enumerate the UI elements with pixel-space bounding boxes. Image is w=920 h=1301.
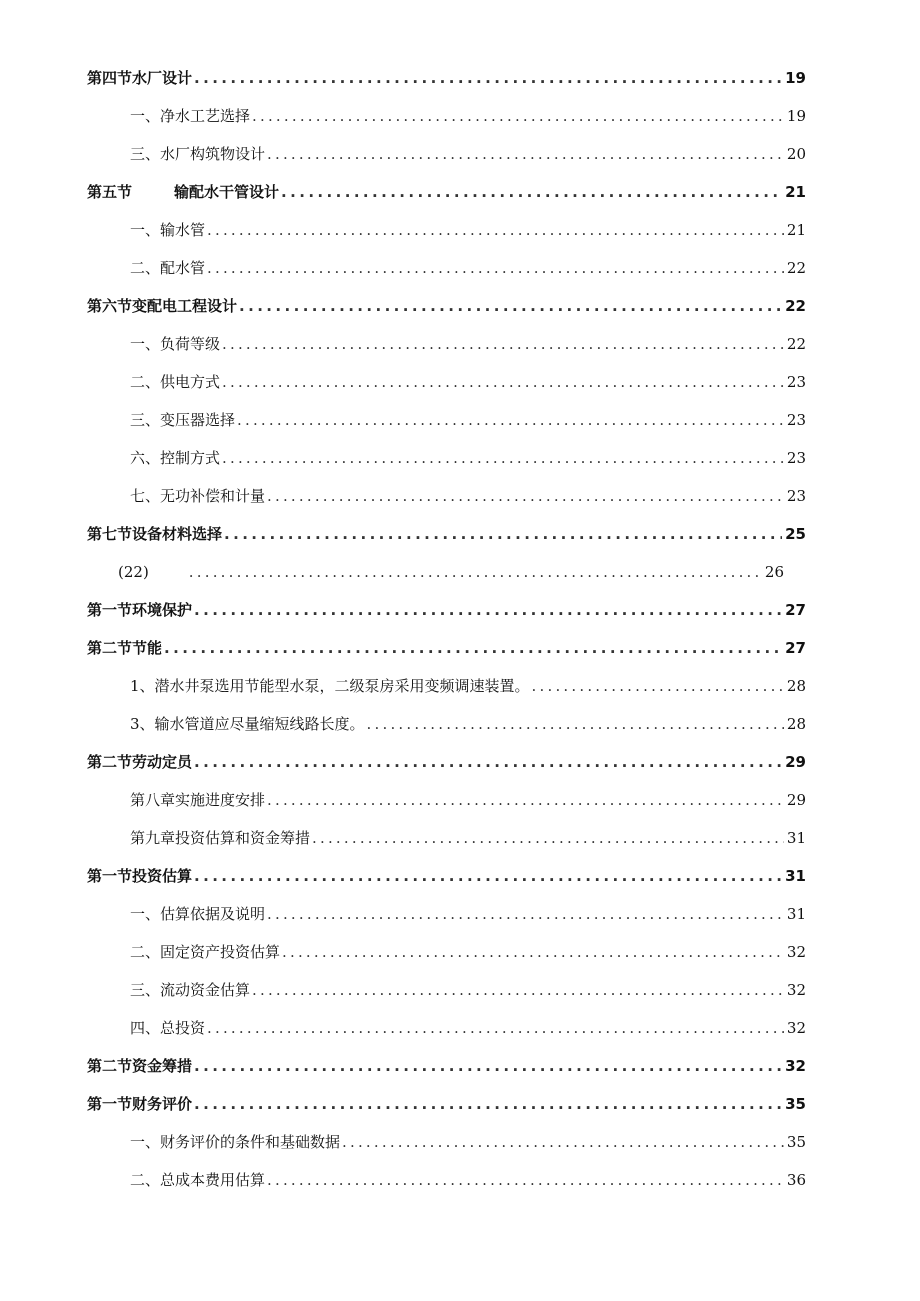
toc-entry-title: 第七节设备材料选择 bbox=[87, 525, 223, 543]
toc-entry-title: 一、输水管 bbox=[130, 221, 206, 239]
toc-entry[interactable] bbox=[0, 211, 806, 249]
toc-entry-title: 二、供电方式 bbox=[130, 373, 221, 391]
dot-leader bbox=[267, 895, 784, 933]
toc-entry-page: 27 bbox=[785, 639, 806, 657]
dot-leader bbox=[312, 819, 784, 857]
toc-entry-title: 三、变压器选择 bbox=[130, 411, 236, 429]
toc-entry[interactable] bbox=[0, 933, 806, 971]
toc-entry[interactable] bbox=[0, 857, 806, 895]
toc-entry-title: 第九章投资估算和资金筹措 bbox=[130, 829, 311, 847]
toc-entry-page: 23 bbox=[786, 411, 806, 429]
dot-leader bbox=[222, 325, 784, 363]
dot-leader bbox=[189, 553, 762, 591]
toc-entry-title: 一、财务评价的条件和基础数据 bbox=[130, 1133, 341, 1151]
toc-entry-page: 31 bbox=[786, 905, 806, 923]
toc-entry-page: 28 bbox=[786, 715, 806, 733]
toc-entry[interactable] bbox=[0, 819, 806, 857]
toc-entry[interactable] bbox=[0, 1009, 806, 1047]
toc-entry-title: 一、负荷等级 bbox=[130, 335, 221, 353]
dot-leader bbox=[194, 59, 782, 97]
toc-entry-page: 20 bbox=[786, 145, 806, 163]
toc-entry-page: 19 bbox=[786, 107, 806, 125]
toc-entry-page: 22 bbox=[786, 259, 806, 277]
dot-leader bbox=[239, 287, 782, 325]
toc-entry-page: 21 bbox=[786, 221, 806, 239]
dot-leader bbox=[194, 857, 782, 895]
dot-leader bbox=[224, 515, 782, 553]
toc-entry-title: 3、输水管道应尽量缩短线路长度。 bbox=[130, 715, 365, 733]
dot-leader bbox=[252, 971, 784, 1009]
dot-leader bbox=[367, 705, 784, 743]
toc-entry-title: 七、无功补偿和计量 bbox=[130, 487, 266, 505]
toc-entry-page: 23 bbox=[786, 487, 806, 505]
toc-entry-title: 1、潜水井泵选用节能型水泵，二级泵房采用变频调速装置。 bbox=[130, 677, 530, 695]
toc-entry-page: 29 bbox=[786, 791, 806, 809]
toc-entry-page: 27 bbox=[785, 601, 806, 619]
toc-entry-page: 25 bbox=[785, 525, 806, 543]
toc-entry[interactable] bbox=[0, 1047, 806, 1085]
toc-entry-title: 一、净水工艺选择 bbox=[130, 107, 251, 125]
toc-entry-page: 22 bbox=[785, 297, 806, 315]
toc-entry-title: 二、总成本费用估算 bbox=[130, 1171, 266, 1189]
toc-entry[interactable] bbox=[0, 667, 806, 705]
dot-leader bbox=[281, 173, 782, 211]
toc-entry-title: 一、估算依据及说明 bbox=[130, 905, 266, 923]
toc-entry-title: 第二节资金筹措 bbox=[87, 1057, 193, 1075]
toc-entry-title: 六、控制方式 bbox=[130, 449, 221, 467]
toc-entry[interactable] bbox=[0, 705, 806, 743]
toc-entry[interactable] bbox=[0, 59, 806, 97]
toc-entry-page: 23 bbox=[786, 449, 806, 467]
toc-entry-page: 28 bbox=[786, 677, 806, 695]
toc-entry-page: 22 bbox=[786, 335, 806, 353]
dot-leader bbox=[194, 591, 782, 629]
toc-entry[interactable] bbox=[0, 249, 806, 287]
toc-entry[interactable] bbox=[0, 743, 806, 781]
toc-entry-title: 第一节财务评价 bbox=[87, 1095, 193, 1113]
toc-entry-page: 32 bbox=[786, 943, 806, 961]
toc-entry[interactable] bbox=[0, 971, 806, 1009]
dot-leader bbox=[267, 1161, 784, 1199]
toc-entry[interactable] bbox=[0, 1085, 806, 1123]
dot-leader bbox=[252, 97, 784, 135]
toc-entry-title: 第五节 输配水干管设计 bbox=[87, 183, 280, 201]
table-of-contents bbox=[0, 59, 920, 1199]
toc-entry[interactable] bbox=[0, 401, 806, 439]
dot-leader bbox=[532, 667, 784, 705]
dot-leader bbox=[194, 1085, 782, 1123]
toc-entry-title: 二、固定资产投资估算 bbox=[130, 943, 281, 961]
toc-entry-title: 第八章实施进度安排 bbox=[130, 791, 266, 809]
toc-entry[interactable] bbox=[0, 553, 784, 591]
dot-leader bbox=[207, 1009, 784, 1047]
toc-entry[interactable] bbox=[0, 1123, 806, 1161]
dot-leader bbox=[267, 477, 784, 515]
dot-leader bbox=[222, 439, 784, 477]
dot-leader bbox=[207, 211, 784, 249]
toc-entry[interactable] bbox=[0, 135, 806, 173]
toc-entry-title: 二、配水管 bbox=[130, 259, 206, 277]
toc-entry[interactable] bbox=[0, 515, 806, 553]
dot-leader bbox=[282, 933, 784, 971]
toc-entry-title: 三、水厂构筑物设计 bbox=[130, 145, 266, 163]
toc-entry-title: 第一节环境保护 bbox=[87, 601, 193, 619]
toc-entry[interactable] bbox=[0, 287, 806, 325]
toc-entry-title: 三、流动资金估算 bbox=[130, 981, 251, 999]
toc-entry[interactable] bbox=[0, 173, 806, 211]
toc-entry[interactable] bbox=[0, 477, 806, 515]
dot-leader bbox=[194, 1047, 782, 1085]
toc-entry-title: (22) bbox=[118, 563, 149, 581]
toc-entry-page: 23 bbox=[786, 373, 806, 391]
dot-leader bbox=[267, 135, 784, 173]
toc-entry-page: 26 bbox=[764, 563, 784, 581]
toc-entry[interactable] bbox=[0, 439, 806, 477]
toc-entry[interactable] bbox=[0, 895, 806, 933]
toc-entry-page: 31 bbox=[785, 867, 806, 885]
toc-entry-title: 第二节劳动定员 bbox=[87, 753, 193, 771]
toc-entry[interactable] bbox=[0, 781, 806, 819]
toc-entry-title: 第一节投资估算 bbox=[87, 867, 193, 885]
dot-leader bbox=[194, 743, 782, 781]
toc-entry[interactable] bbox=[0, 363, 806, 401]
toc-entry-title: 第二节节能 bbox=[87, 639, 163, 657]
toc-entry-page: 21 bbox=[785, 183, 806, 201]
toc-entry-page: 19 bbox=[785, 69, 806, 87]
dot-leader bbox=[207, 249, 784, 287]
toc-entry-page: 32 bbox=[786, 981, 806, 999]
dot-leader bbox=[342, 1123, 784, 1161]
toc-entry-title: 四、总投资 bbox=[130, 1019, 206, 1037]
toc-entry[interactable] bbox=[0, 97, 806, 135]
toc-entry-title: 第四节水厂设计 bbox=[87, 69, 193, 87]
toc-entry-page: 36 bbox=[786, 1171, 806, 1189]
toc-entry-page: 32 bbox=[786, 1019, 806, 1037]
toc-entry[interactable] bbox=[0, 325, 806, 363]
toc-entry-title: 第六节变配电工程设计 bbox=[87, 297, 238, 315]
toc-entry[interactable] bbox=[0, 591, 806, 629]
dot-leader bbox=[237, 401, 784, 439]
toc-entry-page: 35 bbox=[785, 1095, 806, 1113]
toc-entry-page: 29 bbox=[785, 753, 806, 771]
toc-entry-page: 31 bbox=[786, 829, 806, 847]
toc-entry-page: 35 bbox=[786, 1133, 806, 1151]
dot-leader bbox=[164, 629, 782, 667]
toc-entry-page: 32 bbox=[785, 1057, 806, 1075]
toc-entry[interactable] bbox=[0, 629, 806, 667]
dot-leader bbox=[222, 363, 784, 401]
dot-leader bbox=[267, 781, 784, 819]
toc-entry[interactable] bbox=[0, 1161, 806, 1199]
